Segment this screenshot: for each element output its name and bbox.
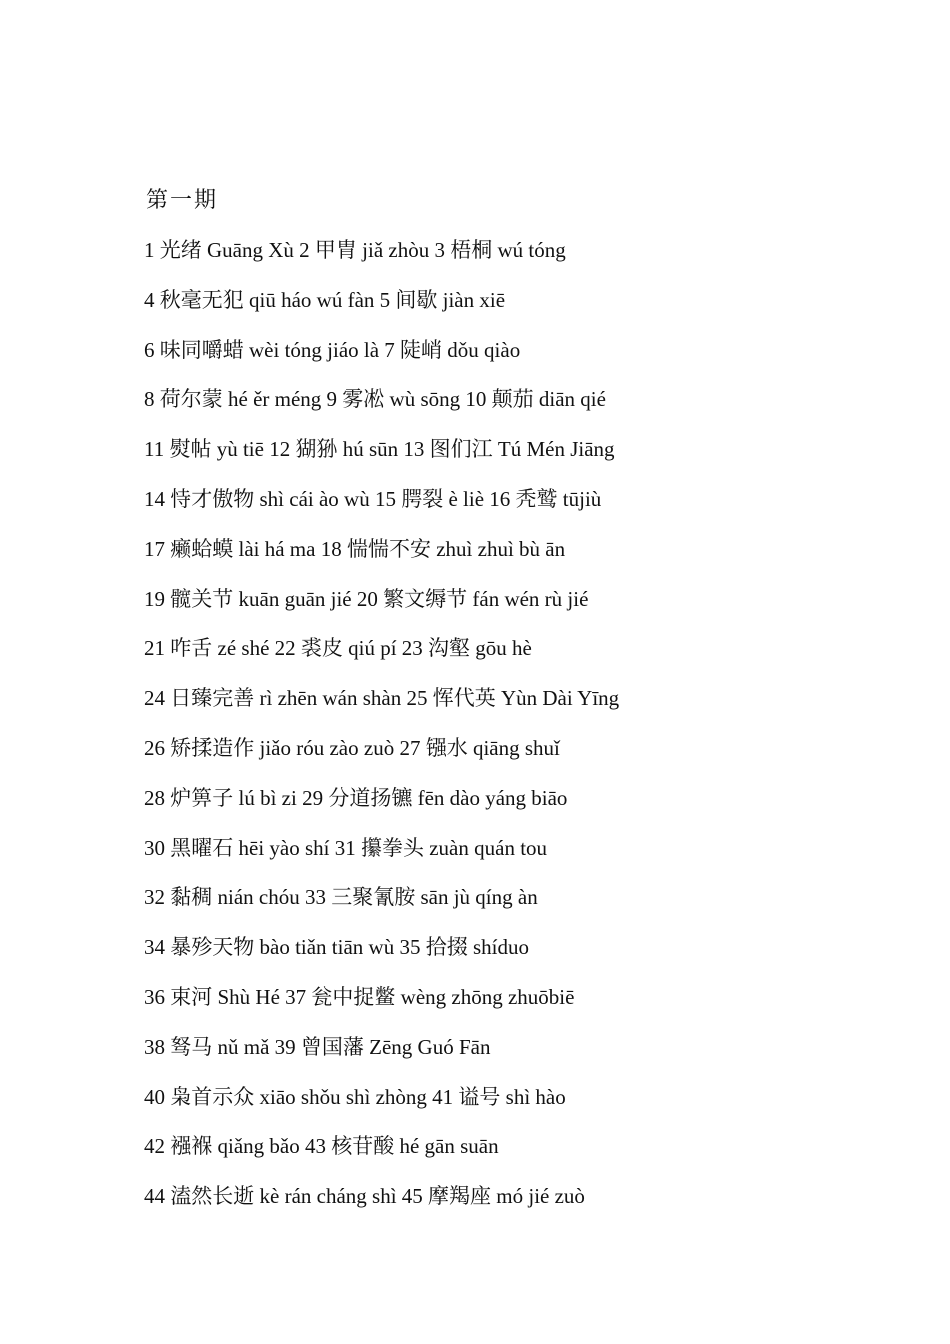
page-title: 第一期 [146,187,219,212]
list-item: 17 癞蛤蟆 lài há ma 18 惴惴不安 zhuì zhuì bù ān [144,536,566,561]
list-item: 38 驽马 nǔ mǎ 39 曾国藩 Zēng Guó Fān [144,1034,491,1059]
list-item: 24 日臻完善 rì zhēn wán shàn 25 恽代英 Yùn Dài Yīng [144,686,620,711]
list-item: 36 束河 Shù Hé 37 瓮中捉鳖 wèng zhōng zhuōbiē [144,984,575,1009]
list-item: 34 暴殄天物 bào tiǎn tiān wù 35 拾掇 shíduo [144,935,529,960]
list-item: 1 光绪 Guāng Xù 2 甲胄 jiǎ zhòu 3 梧桐 wú tóng [144,238,566,262]
list-item: 21 咋舌 zé shé 22 裘皮 qiú pí 23 沟壑 gōu hè [144,636,532,661]
list-item: 44 溘然长逝 kè rán cháng shì 45 摩羯座 mó jié zuò [144,1184,585,1209]
list-item: 14 恃才傲物 shì cái ào wù 15 腭裂 è liè 16 秃鹫 tūjiù [144,486,602,511]
list-item: 26 矫揉造作 jiǎo róu zào zuò 27 镪水 qiāng shuǐ [144,735,560,760]
list-item: 42 襁褓 qiǎng bǎo 43 核苷酸 hé gān suān [144,1134,499,1159]
list-item: 11 熨帖 yù tiē 12 猢狲 hú sūn 13 图们江 Tú Mén Jiāng [144,437,615,462]
list-item: 30 黑曜石 hēi yào shí 31 攥拳头 zuàn quán tou [144,835,548,860]
list-item: 40 枭首示众 xiāo shǒu shì zhòng 41 谥号 shì hào [144,1084,566,1109]
list-item: 6 味同嚼蜡 wèi tóng jiáo là 7 陡峭 dǒu qiào [144,337,521,362]
list-item: 19 髋关节 kuān guān jié 20 繁文缛节 fán wén rù jié [144,586,589,611]
list-item: 8 荷尔蒙 hé ěr méng 9 雾凇 wù sōng 10 颠茄 diān qié [144,387,606,412]
list-item: 28 炉箅子 lú bì zi 29 分道扬镳 fēn dào yáng biāo [144,785,568,810]
list-item: 4 秋毫无犯 qiū háo wú fàn 5 间歇 jiàn xiē [144,287,506,312]
vocabulary-list [144,235,924,1231]
list-item: 32 黏稠 nián chóu 33 三聚氰胺 sān jù qíng àn [144,885,538,910]
